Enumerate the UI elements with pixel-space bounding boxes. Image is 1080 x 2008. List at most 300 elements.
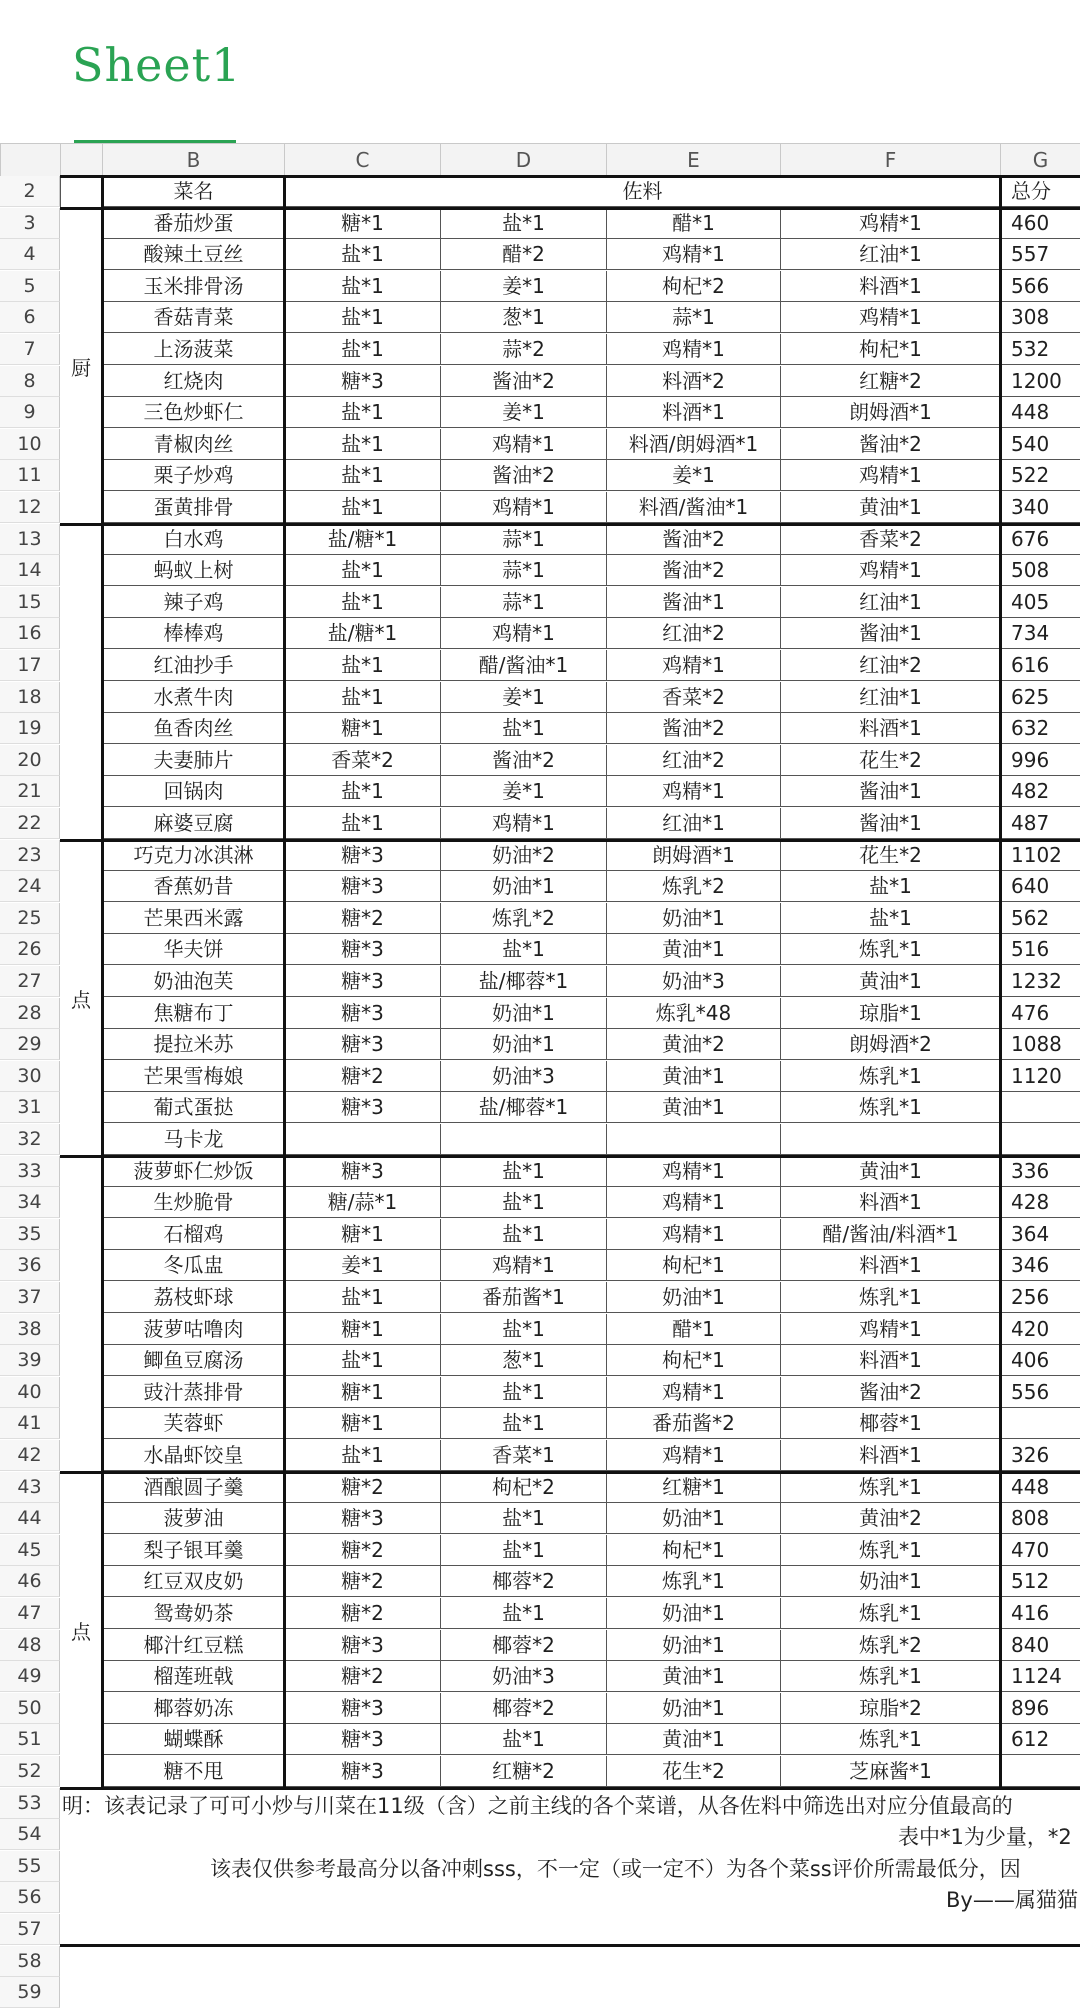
score-cell[interactable]: 625	[1000, 682, 1080, 713]
dish-name-cell[interactable]: 榴莲班戟	[102, 1661, 284, 1692]
seasoning-4-cell[interactable]	[780, 1124, 1000, 1155]
seasoning-2-cell[interactable]: 盐*1	[440, 1314, 606, 1345]
row-number[interactable]: 49	[0, 1661, 60, 1692]
dish-name-cell[interactable]: 提拉米苏	[102, 1029, 284, 1060]
seasoning-4-cell[interactable]: 红糖*2	[780, 366, 1000, 397]
seasoning-3-cell[interactable]: 奶油*3	[606, 966, 780, 997]
dish-name-cell[interactable]: 芒果西米露	[102, 903, 284, 934]
dish-name-cell[interactable]: 菠萝虾仁炒饭	[102, 1156, 284, 1187]
dish-name-cell[interactable]: 椰汁红豆糕	[102, 1630, 284, 1661]
seasoning-3-cell[interactable]: 炼乳*1	[606, 1566, 780, 1597]
seasoning-2-cell[interactable]: 盐*1	[440, 1377, 606, 1408]
dish-name-cell[interactable]: 巧克力冰淇淋	[102, 840, 284, 871]
row-number[interactable]: 33	[0, 1156, 60, 1187]
row-number[interactable]: 20	[0, 745, 60, 776]
dish-name-cell[interactable]: 焦糖布丁	[102, 998, 284, 1029]
dish-name-cell[interactable]: 番茄炒蛋	[102, 208, 284, 239]
seasoning-3-cell[interactable]: 番茄酱*2	[606, 1408, 780, 1439]
dish-name-cell[interactable]: 栗子炒鸡	[102, 460, 284, 491]
dish-name-cell[interactable]: 奶油泡芙	[102, 966, 284, 997]
dish-name-cell[interactable]: 红油抄手	[102, 650, 284, 681]
row-number[interactable]: 53	[0, 1788, 60, 1819]
seasoning-2-cell[interactable]: 盐*1	[440, 713, 606, 744]
seasoning-4-cell[interactable]: 鸡精*1	[780, 208, 1000, 239]
seasoning-4-cell[interactable]: 花生*2	[780, 840, 1000, 871]
column-header-A[interactable]	[60, 144, 102, 176]
seasoning-1-cell[interactable]: 糖*2	[284, 1535, 440, 1566]
row-number[interactable]: 48	[0, 1630, 60, 1661]
row-number[interactable]: 4	[0, 239, 60, 270]
seasoning-3-cell[interactable]: 奶油*1	[606, 1503, 780, 1534]
row-number[interactable]: 24	[0, 871, 60, 902]
seasoning-4-cell[interactable]: 盐*1	[780, 903, 1000, 934]
seasoning-1-cell[interactable]: 盐*1	[284, 1345, 440, 1376]
dish-name-cell[interactable]: 椰蓉奶冻	[102, 1693, 284, 1724]
seasoning-1-cell[interactable]: 盐*1	[284, 334, 440, 365]
score-cell[interactable]: 340	[1000, 492, 1080, 523]
seasoning-3-cell[interactable]: 奶油*1	[606, 903, 780, 934]
seasoning-3-cell[interactable]: 黄油*1	[606, 1661, 780, 1692]
seasoning-3-cell[interactable]: 鸡精*1	[606, 1219, 780, 1250]
seasoning-header-cell[interactable]: 佐料	[284, 176, 1000, 207]
seasoning-3-cell[interactable]: 鸡精*1	[606, 650, 780, 681]
column-header-C[interactable]: C	[284, 144, 440, 176]
seasoning-3-cell[interactable]: 鸡精*1	[606, 1187, 780, 1218]
score-cell[interactable]: 428	[1000, 1187, 1080, 1218]
row-number[interactable]: 32	[0, 1124, 60, 1155]
seasoning-3-cell[interactable]: 姜*1	[606, 460, 780, 491]
seasoning-2-cell[interactable]: 盐*1	[440, 208, 606, 239]
score-cell[interactable]: 612	[1000, 1724, 1080, 1755]
seasoning-2-cell[interactable]: 香菜*1	[440, 1440, 606, 1471]
seasoning-3-cell[interactable]: 红油*1	[606, 808, 780, 839]
dish-name-cell[interactable]: 芒果雪梅娘	[102, 1061, 284, 1092]
seasoning-4-cell[interactable]: 料酒*1	[780, 271, 1000, 302]
seasoning-3-cell[interactable]: 枸杞*1	[606, 1345, 780, 1376]
seasoning-4-cell[interactable]: 料酒*1	[780, 1345, 1000, 1376]
row-number[interactable]: 35	[0, 1219, 60, 1250]
seasoning-2-cell[interactable]: 盐/椰蓉*1	[440, 1092, 606, 1123]
seasoning-4-cell[interactable]: 醋/酱油/料酒*1	[780, 1219, 1000, 1250]
row-number[interactable]: 36	[0, 1250, 60, 1281]
score-cell[interactable]: 364	[1000, 1219, 1080, 1250]
seasoning-3-cell[interactable]: 料酒*1	[606, 397, 780, 428]
seasoning-1-cell[interactable]: 盐*1	[284, 271, 440, 302]
row-number[interactable]: 56	[0, 1882, 60, 1913]
seasoning-3-cell[interactable]: 奶油*1	[606, 1282, 780, 1313]
row-number[interactable]: 37	[0, 1282, 60, 1313]
row-number[interactable]: 45	[0, 1535, 60, 1566]
dish-name-cell[interactable]: 华夫饼	[102, 934, 284, 965]
seasoning-2-cell[interactable]: 奶油*3	[440, 1661, 606, 1692]
seasoning-1-cell[interactable]: 盐*1	[284, 1282, 440, 1313]
dish-name-cell[interactable]: 香蕉奶昔	[102, 871, 284, 902]
row-number[interactable]: 7	[0, 334, 60, 365]
seasoning-2-cell[interactable]: 椰蓉*2	[440, 1566, 606, 1597]
score-cell[interactable]: 896	[1000, 1693, 1080, 1724]
score-cell[interactable]: 616	[1000, 650, 1080, 681]
seasoning-1-cell[interactable]: 糖*2	[284, 1061, 440, 1092]
seasoning-3-cell[interactable]: 鸡精*1	[606, 239, 780, 270]
seasoning-3-cell[interactable]: 酱油*2	[606, 524, 780, 555]
dish-name-cell[interactable]: 白水鸡	[102, 524, 284, 555]
seasoning-3-cell[interactable]: 酱油*2	[606, 713, 780, 744]
score-cell[interactable]: 346	[1000, 1250, 1080, 1281]
seasoning-4-cell[interactable]: 黄油*1	[780, 492, 1000, 523]
score-cell[interactable]: 405	[1000, 587, 1080, 618]
seasoning-1-cell[interactable]: 盐*1	[284, 776, 440, 807]
seasoning-1-cell[interactable]: 糖*2	[284, 1566, 440, 1597]
seasoning-4-cell[interactable]: 奶油*1	[780, 1566, 1000, 1597]
seasoning-4-cell[interactable]: 酱油*1	[780, 808, 1000, 839]
seasoning-2-cell[interactable]: 姜*1	[440, 682, 606, 713]
seasoning-2-cell[interactable]: 酱油*2	[440, 745, 606, 776]
dish-name-cell[interactable]: 玉米排骨汤	[102, 271, 284, 302]
seasoning-4-cell[interactable]: 红油*2	[780, 650, 1000, 681]
seasoning-4-cell[interactable]: 朗姆酒*2	[780, 1029, 1000, 1060]
seasoning-1-cell[interactable]: 糖*3	[284, 1724, 440, 1755]
dish-name-cell[interactable]: 豉汁蒸排骨	[102, 1377, 284, 1408]
dish-name-cell[interactable]: 红烧肉	[102, 366, 284, 397]
row-number[interactable]: 51	[0, 1724, 60, 1755]
seasoning-4-cell[interactable]: 炼乳*1	[780, 1472, 1000, 1503]
dish-header-cell[interactable]: 菜名	[102, 176, 284, 207]
seasoning-4-cell[interactable]: 炼乳*1	[780, 1661, 1000, 1692]
seasoning-4-cell[interactable]: 香菜*2	[780, 524, 1000, 555]
seasoning-2-cell[interactable]: 蒜*2	[440, 334, 606, 365]
seasoning-4-cell[interactable]: 琼脂*1	[780, 998, 1000, 1029]
row-number[interactable]: 40	[0, 1377, 60, 1408]
column-header-B[interactable]: B	[102, 144, 284, 176]
seasoning-1-cell[interactable]: 糖*1	[284, 1408, 440, 1439]
seasoning-3-cell[interactable]: 黄油*1	[606, 1092, 780, 1123]
dish-name-cell[interactable]: 回锅肉	[102, 776, 284, 807]
row-number[interactable]: 27	[0, 966, 60, 997]
seasoning-3-cell[interactable]: 炼乳*48	[606, 998, 780, 1029]
seasoning-4-cell[interactable]: 黄油*2	[780, 1503, 1000, 1534]
score-cell[interactable]: 416	[1000, 1598, 1080, 1629]
row-number[interactable]: 39	[0, 1345, 60, 1376]
seasoning-1-cell[interactable]: 糖*3	[284, 934, 440, 965]
seasoning-1-cell[interactable]: 糖*3	[284, 1630, 440, 1661]
seasoning-2-cell[interactable]: 盐*1	[440, 1503, 606, 1534]
seasoning-1-cell[interactable]: 糖*1	[284, 713, 440, 744]
seasoning-2-cell[interactable]: 酱油*2	[440, 366, 606, 397]
seasoning-1-cell[interactable]: 糖*1	[284, 1314, 440, 1345]
seasoning-3-cell[interactable]: 花生*2	[606, 1756, 780, 1787]
seasoning-4-cell[interactable]: 黄油*1	[780, 1156, 1000, 1187]
score-cell[interactable]: 532	[1000, 334, 1080, 365]
row-number[interactable]: 29	[0, 1029, 60, 1060]
seasoning-1-cell[interactable]: 盐*1	[284, 302, 440, 333]
seasoning-3-cell[interactable]: 醋*1	[606, 1314, 780, 1345]
seasoning-4-cell[interactable]: 炼乳*1	[780, 1061, 1000, 1092]
seasoning-4-cell[interactable]: 鸡精*1	[780, 460, 1000, 491]
seasoning-3-cell[interactable]: 料酒/朗姆酒*1	[606, 429, 780, 460]
score-cell[interactable]: 640	[1000, 871, 1080, 902]
seasoning-2-cell[interactable]: 鸡精*1	[440, 808, 606, 839]
seasoning-1-cell[interactable]: 糖*3	[284, 1029, 440, 1060]
score-cell[interactable]: 566	[1000, 271, 1080, 302]
seasoning-3-cell[interactable]: 香菜*2	[606, 682, 780, 713]
seasoning-1-cell[interactable]: 盐*1	[284, 650, 440, 681]
seasoning-2-cell[interactable]: 鸡精*1	[440, 618, 606, 649]
seasoning-1-cell[interactable]: 姜*1	[284, 1250, 440, 1281]
score-cell[interactable]: 420	[1000, 1314, 1080, 1345]
seasoning-2-cell[interactable]: 鸡精*1	[440, 429, 606, 460]
seasoning-1-cell[interactable]	[284, 1124, 440, 1155]
dish-name-cell[interactable]: 鸳鸯奶茶	[102, 1598, 284, 1629]
dish-name-cell[interactable]: 葡式蛋挞	[102, 1092, 284, 1123]
seasoning-1-cell[interactable]: 糖*1	[284, 1219, 440, 1250]
row-number[interactable]: 9	[0, 397, 60, 428]
row-number[interactable]: 34	[0, 1187, 60, 1218]
score-cell[interactable]: 256	[1000, 1282, 1080, 1313]
dish-name-cell[interactable]: 辣子鸡	[102, 587, 284, 618]
seasoning-3-cell[interactable]: 蒜*1	[606, 302, 780, 333]
column-header-E[interactable]: E	[606, 144, 780, 176]
sheet-tab-label[interactable]: Sheet1	[72, 38, 242, 92]
score-cell[interactable]: 556	[1000, 1377, 1080, 1408]
row-number[interactable]: 12	[0, 492, 60, 523]
row-number[interactable]: 11	[0, 460, 60, 491]
row-number[interactable]: 57	[0, 1914, 60, 1945]
seasoning-4-cell[interactable]: 料酒*1	[780, 1250, 1000, 1281]
dish-name-cell[interactable]: 菠萝咕噜肉	[102, 1314, 284, 1345]
seasoning-4-cell[interactable]: 盐*1	[780, 871, 1000, 902]
seasoning-1-cell[interactable]: 香菜*2	[284, 745, 440, 776]
seasoning-4-cell[interactable]: 酱油*1	[780, 618, 1000, 649]
score-cell[interactable]	[1000, 1408, 1080, 1439]
seasoning-2-cell[interactable]: 红糖*2	[440, 1756, 606, 1787]
row-number[interactable]: 13	[0, 524, 60, 555]
score-cell[interactable]: 676	[1000, 524, 1080, 555]
dish-name-cell[interactable]: 芙蓉虾	[102, 1408, 284, 1439]
dish-name-cell[interactable]: 三色炒虾仁	[102, 397, 284, 428]
score-cell[interactable]	[1000, 1092, 1080, 1123]
score-cell[interactable]: 808	[1000, 1503, 1080, 1534]
seasoning-2-cell[interactable]: 椰蓉*2	[440, 1693, 606, 1724]
dish-name-cell[interactable]: 红豆双皮奶	[102, 1566, 284, 1597]
score-cell[interactable]: 326	[1000, 1440, 1080, 1471]
seasoning-4-cell[interactable]: 红油*1	[780, 587, 1000, 618]
dish-name-cell[interactable]: 糖不甩	[102, 1756, 284, 1787]
dish-name-cell[interactable]: 生炒脆骨	[102, 1187, 284, 1218]
score-header-cell[interactable]: 总分	[1000, 176, 1080, 207]
row-number[interactable]: 19	[0, 713, 60, 744]
score-cell[interactable]: 476	[1000, 998, 1080, 1029]
seasoning-1-cell[interactable]: 糖*2	[284, 1598, 440, 1629]
seasoning-2-cell[interactable]: 奶油*1	[440, 1029, 606, 1060]
row-number[interactable]: 2	[0, 176, 60, 207]
seasoning-2-cell[interactable]: 盐*1	[440, 1219, 606, 1250]
seasoning-2-cell[interactable]: 葱*1	[440, 1345, 606, 1376]
score-cell[interactable]: 1102	[1000, 840, 1080, 871]
seasoning-4-cell[interactable]: 料酒*1	[780, 1440, 1000, 1471]
row-number[interactable]: 28	[0, 998, 60, 1029]
seasoning-2-cell[interactable]: 枸杞*2	[440, 1472, 606, 1503]
seasoning-1-cell[interactable]: 盐/糖*1	[284, 524, 440, 555]
seasoning-4-cell[interactable]: 枸杞*1	[780, 334, 1000, 365]
dish-name-cell[interactable]: 水晶虾饺皇	[102, 1440, 284, 1471]
seasoning-2-cell[interactable]: 醋/酱油*1	[440, 650, 606, 681]
score-cell[interactable]: 508	[1000, 555, 1080, 586]
seasoning-3-cell[interactable]: 枸杞*1	[606, 1250, 780, 1281]
seasoning-2-cell[interactable]: 蒜*1	[440, 524, 606, 555]
row-number[interactable]: 59	[0, 1977, 60, 2008]
row-number[interactable]: 14	[0, 555, 60, 586]
row-number[interactable]: 15	[0, 587, 60, 618]
seasoning-3-cell[interactable]: 枸杞*2	[606, 271, 780, 302]
score-cell[interactable]: 512	[1000, 1566, 1080, 1597]
score-cell[interactable]: 1088	[1000, 1029, 1080, 1060]
seasoning-3-cell[interactable]: 黄油*1	[606, 934, 780, 965]
dish-name-cell[interactable]: 青椒肉丝	[102, 429, 284, 460]
dish-name-cell[interactable]: 水煮牛肉	[102, 682, 284, 713]
dish-name-cell[interactable]: 酸辣土豆丝	[102, 239, 284, 270]
row-number[interactable]: 8	[0, 366, 60, 397]
seasoning-4-cell[interactable]: 酱油*1	[780, 776, 1000, 807]
score-cell[interactable]: 632	[1000, 713, 1080, 744]
dish-name-cell[interactable]: 香菇青菜	[102, 302, 284, 333]
seasoning-4-cell[interactable]: 料酒*1	[780, 713, 1000, 744]
seasoning-1-cell[interactable]: 糖*1	[284, 208, 440, 239]
dish-name-cell[interactable]: 蚂蚁上树	[102, 555, 284, 586]
seasoning-1-cell[interactable]: 糖*3	[284, 840, 440, 871]
score-cell[interactable]: 734	[1000, 618, 1080, 649]
dish-name-cell[interactable]: 棒棒鸡	[102, 618, 284, 649]
row-number[interactable]: 25	[0, 903, 60, 934]
seasoning-4-cell[interactable]: 炼乳*1	[780, 1282, 1000, 1313]
seasoning-4-cell[interactable]: 椰蓉*1	[780, 1408, 1000, 1439]
row-number[interactable]: 23	[0, 840, 60, 871]
column-header-G[interactable]: G	[1000, 144, 1080, 176]
seasoning-4-cell[interactable]: 鸡精*1	[780, 1314, 1000, 1345]
score-cell[interactable]: 516	[1000, 934, 1080, 965]
row-number[interactable]: 22	[0, 808, 60, 839]
seasoning-3-cell[interactable]: 枸杞*1	[606, 1535, 780, 1566]
score-cell[interactable]: 522	[1000, 460, 1080, 491]
seasoning-1-cell[interactable]: 盐*1	[284, 397, 440, 428]
score-cell[interactable]: 562	[1000, 903, 1080, 934]
seasoning-2-cell[interactable]: 盐/椰蓉*1	[440, 966, 606, 997]
seasoning-1-cell[interactable]: 糖*3	[284, 1092, 440, 1123]
seasoning-1-cell[interactable]: 糖*3	[284, 1756, 440, 1787]
seasoning-1-cell[interactable]: 盐*1	[284, 808, 440, 839]
seasoning-2-cell[interactable]: 盐*1	[440, 1598, 606, 1629]
score-cell[interactable]: 840	[1000, 1630, 1080, 1661]
seasoning-4-cell[interactable]: 琼脂*2	[780, 1693, 1000, 1724]
seasoning-1-cell[interactable]: 盐/糖*1	[284, 618, 440, 649]
seasoning-1-cell[interactable]: 糖*3	[284, 998, 440, 1029]
seasoning-3-cell[interactable]: 红油*2	[606, 618, 780, 649]
seasoning-2-cell[interactable]: 盐*1	[440, 1724, 606, 1755]
score-cell[interactable]: 1120	[1000, 1061, 1080, 1092]
seasoning-2-cell[interactable]: 奶油*2	[440, 840, 606, 871]
seasoning-3-cell[interactable]: 炼乳*2	[606, 871, 780, 902]
seasoning-1-cell[interactable]: 糖*3	[284, 871, 440, 902]
seasoning-2-cell[interactable]: 盐*1	[440, 934, 606, 965]
dish-name-cell[interactable]: 马卡龙	[102, 1124, 284, 1155]
seasoning-3-cell[interactable]: 朗姆酒*1	[606, 840, 780, 871]
dish-name-cell[interactable]: 石榴鸡	[102, 1219, 284, 1250]
row-number[interactable]: 47	[0, 1598, 60, 1629]
seasoning-2-cell[interactable]: 蒜*1	[440, 555, 606, 586]
seasoning-2-cell[interactable]: 葱*1	[440, 302, 606, 333]
seasoning-2-cell[interactable]: 盐*1	[440, 1535, 606, 1566]
row-number[interactable]: 54	[0, 1819, 60, 1850]
seasoning-1-cell[interactable]: 盐*1	[284, 429, 440, 460]
seasoning-2-cell[interactable]: 姜*1	[440, 397, 606, 428]
score-cell[interactable]: 487	[1000, 808, 1080, 839]
dish-name-cell[interactable]: 上汤菠菜	[102, 334, 284, 365]
seasoning-3-cell[interactable]: 鸡精*1	[606, 334, 780, 365]
seasoning-3-cell[interactable]	[606, 1124, 780, 1155]
seasoning-2-cell[interactable]: 椰蓉*2	[440, 1630, 606, 1661]
row-number[interactable]: 38	[0, 1314, 60, 1345]
row-number[interactable]: 30	[0, 1061, 60, 1092]
seasoning-4-cell[interactable]: 朗姆酒*1	[780, 397, 1000, 428]
row-number[interactable]: 18	[0, 682, 60, 713]
seasoning-1-cell[interactable]: 糖*2	[284, 1472, 440, 1503]
seasoning-1-cell[interactable]: 盐*1	[284, 492, 440, 523]
dish-name-cell[interactable]: 鲫鱼豆腐汤	[102, 1345, 284, 1376]
seasoning-3-cell[interactable]: 黄油*1	[606, 1061, 780, 1092]
seasoning-4-cell[interactable]: 酱油*2	[780, 1377, 1000, 1408]
seasoning-1-cell[interactable]: 盐*1	[284, 587, 440, 618]
seasoning-1-cell[interactable]: 糖*2	[284, 903, 440, 934]
row-number[interactable]: 10	[0, 429, 60, 460]
seasoning-1-cell[interactable]: 糖*3	[284, 1156, 440, 1187]
seasoning-4-cell[interactable]: 炼乳*1	[780, 1535, 1000, 1566]
seasoning-1-cell[interactable]: 糖*2	[284, 1661, 440, 1692]
seasoning-3-cell[interactable]: 黄油*2	[606, 1029, 780, 1060]
row-number[interactable]: 17	[0, 650, 60, 681]
row-number[interactable]: 46	[0, 1566, 60, 1597]
score-cell[interactable]: 557	[1000, 239, 1080, 270]
seasoning-1-cell[interactable]: 盐*1	[284, 1440, 440, 1471]
row-number[interactable]: 50	[0, 1693, 60, 1724]
seasoning-4-cell[interactable]: 炼乳*2	[780, 1630, 1000, 1661]
row-number[interactable]: 42	[0, 1440, 60, 1471]
seasoning-4-cell[interactable]: 炼乳*1	[780, 1092, 1000, 1123]
seasoning-2-cell[interactable]: 奶油*1	[440, 998, 606, 1029]
dish-name-cell[interactable]: 冬瓜盅	[102, 1250, 284, 1281]
seasoning-3-cell[interactable]: 红油*2	[606, 745, 780, 776]
seasoning-3-cell[interactable]: 鸡精*1	[606, 1377, 780, 1408]
seasoning-3-cell[interactable]: 鸡精*1	[606, 1440, 780, 1471]
seasoning-4-cell[interactable]: 红油*1	[780, 682, 1000, 713]
dish-name-cell[interactable]: 夫妻肺片	[102, 745, 284, 776]
seasoning-4-cell[interactable]: 炼乳*1	[780, 1598, 1000, 1629]
row-number[interactable]: 41	[0, 1408, 60, 1439]
seasoning-1-cell[interactable]: 盐*1	[284, 682, 440, 713]
row-number[interactable]: 43	[0, 1472, 60, 1503]
seasoning-2-cell[interactable]: 盐*1	[440, 1156, 606, 1187]
seasoning-3-cell[interactable]: 醋*1	[606, 208, 780, 239]
score-cell[interactable]: 406	[1000, 1345, 1080, 1376]
seasoning-1-cell[interactable]: 糖*3	[284, 966, 440, 997]
seasoning-2-cell[interactable]: 炼乳*2	[440, 903, 606, 934]
seasoning-4-cell[interactable]: 红油*1	[780, 239, 1000, 270]
score-cell[interactable]: 1200	[1000, 366, 1080, 397]
seasoning-3-cell[interactable]: 料酒/酱油*1	[606, 492, 780, 523]
column-header-D[interactable]: D	[440, 144, 606, 176]
seasoning-2-cell[interactable]: 酱油*2	[440, 460, 606, 491]
seasoning-3-cell[interactable]: 奶油*1	[606, 1598, 780, 1629]
score-cell[interactable]: 448	[1000, 397, 1080, 428]
seasoning-2-cell[interactable]	[440, 1124, 606, 1155]
